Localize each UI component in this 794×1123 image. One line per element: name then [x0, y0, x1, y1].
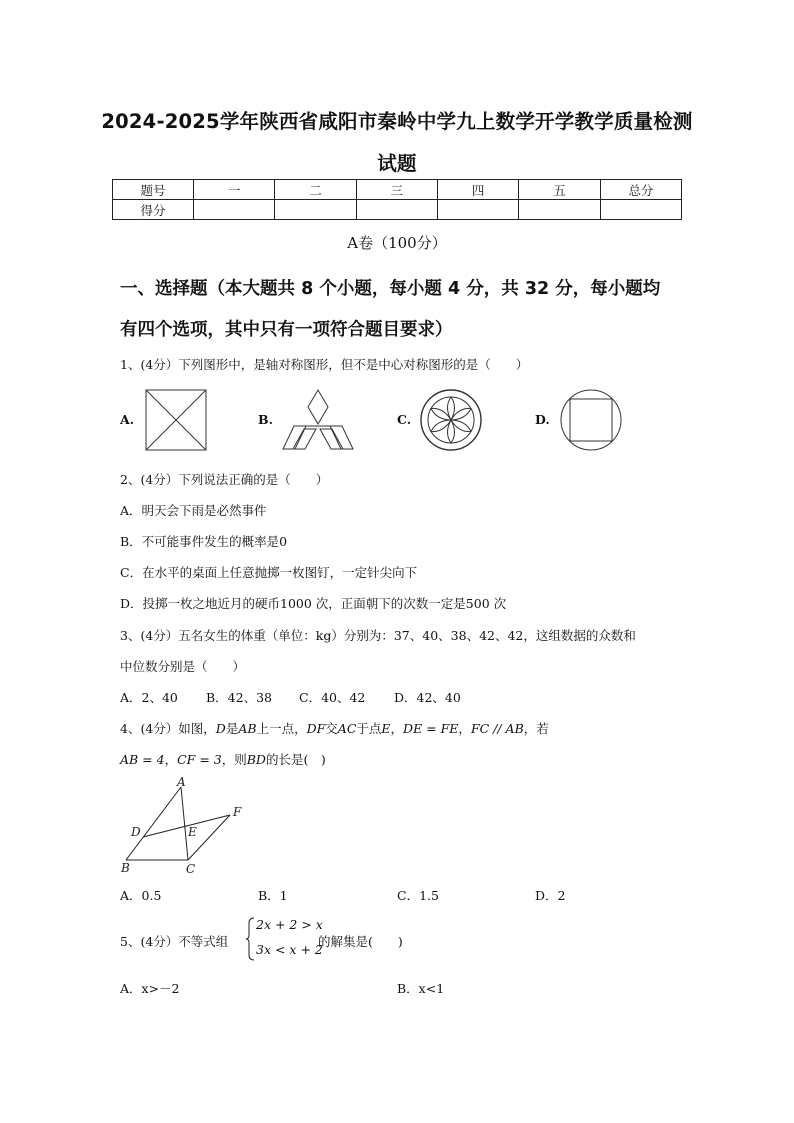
q2-option-a: A．明天会下雨是必然事件 [120, 503, 267, 518]
q4-math-e: E [381, 721, 391, 736]
q3-option-b: B．42、38 [206, 690, 272, 705]
question-5-stem-prefix: 5、(4分）不等式组 [120, 934, 229, 949]
score-cell: 五 [519, 180, 600, 200]
q1-figure-c-flower-circle [420, 389, 482, 451]
q4-math-de-fe: DE = FE [403, 721, 459, 736]
score-cell-empty [194, 200, 275, 220]
q4-option-d: D．2 [535, 888, 566, 903]
q4-math-bd: BD [246, 752, 266, 767]
q2-option-b: B．不可能事件发生的概率是0 [120, 534, 288, 549]
question-5-stem-suffix: 的解集是( ) [318, 934, 403, 949]
q5-inequality-1: 2x + 2 > x [256, 917, 323, 932]
q1-option-b-label: B. [258, 412, 273, 427]
q4-option-b: B．1 [258, 888, 288, 903]
q4-label-c: C [186, 862, 196, 876]
score-table [112, 179, 682, 220]
question-4-stem-line1 [120, 719, 549, 737]
score-cell-empty [600, 200, 681, 220]
q4-stem-text: 交 [325, 721, 338, 736]
q4-option-c: C．1.5 [397, 888, 439, 903]
q4-stem-text: ， [164, 752, 178, 767]
q4-stem-text: ， [390, 721, 404, 736]
q4-geometry-figure [118, 775, 253, 880]
q4-stem-text: ，则 [221, 752, 247, 767]
score-cell-empty [437, 200, 518, 220]
score-cell: 一 [194, 180, 275, 200]
q4-stem-text: 的长是( ) [265, 752, 326, 767]
q4-label-b: B [121, 861, 130, 875]
q4-label-d: D [131, 825, 141, 839]
score-cell: 得分 [113, 200, 194, 220]
score-cell-empty [356, 200, 437, 220]
paper-part-heading: A卷（100分） [347, 234, 447, 252]
q4-math-d: D [215, 721, 226, 736]
q4-stem-text: 是 [225, 721, 239, 736]
q1-figure-d-square-in-circle [560, 389, 622, 451]
q1-option-c-label: C. [397, 412, 412, 427]
q3-option-a: A．2、40 [120, 690, 178, 705]
q4-stem-text: ，若 [523, 721, 549, 736]
q2-option-d: D．投掷一枚之地近月的硬币1000 次，正面朝下的次数一定是500 次 [120, 596, 507, 611]
question-3-stem-line2: 中位数分别是（ ） [120, 659, 246, 674]
q4-math-ab-4: AB = 4 [120, 752, 165, 767]
q1-figure-a-square-with-diagonals [145, 389, 207, 451]
score-cell: 总分 [600, 180, 681, 200]
q4-stem-text: 于点 [356, 721, 382, 736]
exam-title-line1: 2024-2025学年陕西省咸阳市秦岭中学九上数学开学教学质量检测 [101, 110, 693, 133]
score-cell-empty [275, 200, 356, 220]
q1-figure-b-three-rhombi [282, 389, 354, 451]
exam-title-line2: 试题 [377, 152, 417, 175]
q4-stem-text: 4、(4分）如图， [120, 721, 216, 736]
q5-option-b: B．x<1 [397, 981, 445, 996]
score-cell-empty [519, 200, 600, 220]
q1-option-d-label: D. [535, 412, 550, 427]
q4-math-ab: AB [238, 721, 257, 736]
score-cell: 四 [437, 180, 518, 200]
section-heading-line2: 有四个选项，其中只有一项符合题目要求） [120, 320, 453, 340]
score-cell: 二 [275, 180, 356, 200]
q3-option-c: C．40、42 [299, 690, 366, 705]
q4-math-cf-3: CF = 3 [177, 752, 222, 767]
q5-inequality-2: 3x < x + 2 [256, 942, 323, 957]
q4-label-e: E [188, 825, 197, 839]
q5-left-brace [245, 917, 255, 961]
q4-stem-text: ， [458, 721, 471, 736]
question-4-stem-line2 [120, 750, 326, 768]
q2-option-c: C．在水平的桌面上任意抛掷一枚图钉，一定针尖向下 [120, 565, 418, 580]
score-cell: 三 [356, 180, 437, 200]
question-1-stem: 1、(4分）下列图形中，是轴对称图形，但不是中心对称图形的是（ ） [120, 357, 529, 372]
score-table-header-row [113, 180, 682, 200]
q5-option-a: A．x>－2 [120, 981, 180, 996]
q3-option-d: D．42、40 [394, 690, 461, 705]
q4-option-a: A．0.5 [120, 888, 162, 903]
q1-option-a-label: A. [120, 412, 135, 427]
score-table-score-row [113, 200, 682, 220]
question-3-stem-line1: 3、(4分）五名女生的体重（单位：kg）分别为：37、40、38、42、42，这组数据的众数和 [120, 628, 636, 643]
q4-math-ac: AC [337, 721, 357, 736]
section-heading-line1: 一、选择题（本大题共 8 个小题，每小题 4 分，共 32 分，每小题均 [120, 279, 661, 299]
q4-math-fc-parallel-ab: FC // AB [470, 721, 524, 736]
question-2-stem: 2、(4分）下列说法正确的是（ ） [120, 472, 329, 487]
q4-label-a: A [177, 775, 186, 789]
q4-label-f: F [233, 805, 242, 819]
q4-math-df: DF [306, 721, 326, 736]
score-cell: 题号 [113, 180, 194, 200]
q4-stem-text: 上一点， [256, 721, 307, 736]
